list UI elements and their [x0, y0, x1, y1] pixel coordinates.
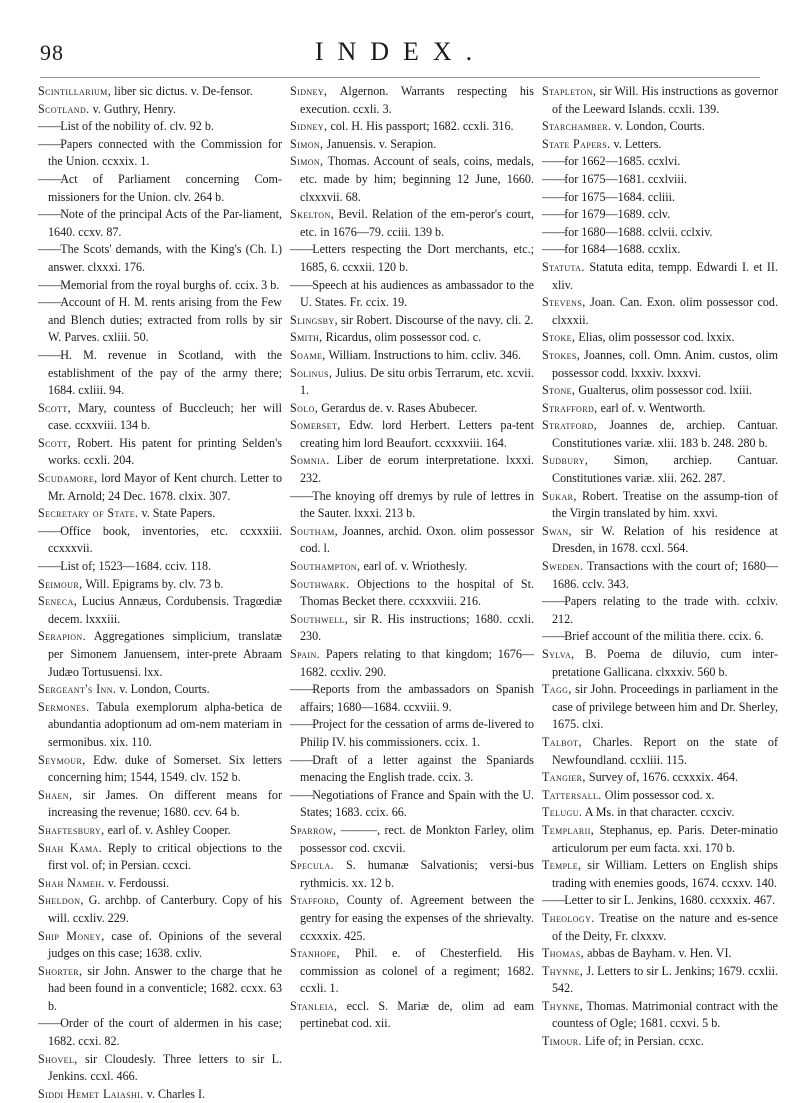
entry-text: Liber de eorum interpretatione. lxxxi. 232. [300, 453, 535, 486]
index-entry [542, 488, 778, 523]
entry-text: earl of. v. Wentworth. [600, 400, 706, 415]
index-entry [290, 998, 534, 1033]
entry-text: Account of H. M. rents arising from the Few and Blench duties; extracted from rolls by sir W. Parves. cxliii. 50. [48, 295, 282, 345]
page-title: INDEX. [314, 37, 487, 66]
index-column-3 [542, 83, 778, 1051]
index-subentry [38, 558, 282, 576]
entry-heading: Sergeant's Inn. [38, 682, 117, 697]
index-column-2 [290, 83, 534, 1033]
entry-heading: Scott, [38, 435, 72, 450]
index-subentry [290, 241, 534, 276]
index-entry [290, 611, 534, 646]
index-entry [542, 1033, 778, 1051]
entry-heading: Shaen, [38, 787, 73, 802]
entry-text: Negotiations of France and Spain with the U. States; 1683. ccix. 66. [300, 787, 534, 820]
index-entry [542, 259, 778, 294]
entry-text: Aggregationes simplicium, translatæ per Simonem Januensem, inter-prete Abraam Judæo Tortusuensi. lxx. [48, 629, 282, 679]
entry-text: Januensis. v. Serapion. [326, 136, 437, 151]
entry-text: Reports from the ambassadors on Spanish affairs; 1680—1684. ccxviii. 9. [300, 682, 534, 714]
entry-text: Papers relating to the trade with. cclxiv. 212. [552, 594, 778, 626]
entry-text: sir Robert. Discourse of the navy. cli. 2. [341, 312, 534, 327]
index-entry [542, 945, 778, 963]
index-entry [542, 400, 778, 418]
entry-text: case of. Opinions of the several judges on this case; 1638. cxliv. [48, 928, 282, 961]
entry-text: William. Instructions to him. ccliv. 346. [328, 347, 522, 362]
entry-text: Treatise on the nature and es-sence of the Deity, Fr. clxxxv. [552, 910, 778, 943]
index-subentry [290, 681, 534, 716]
index-subentry [38, 277, 282, 295]
index-entry [542, 452, 778, 487]
entry-text: sir William. Letters on English ships trading with enemies goods, 1674. ccxxv. 140. [552, 858, 778, 890]
entry-heading: Southampton, [290, 559, 361, 574]
entry-text: Charles. Report on the state of Newfoundland. ccxliii. 115. [552, 734, 778, 767]
entry-heading: Stoke, [542, 330, 576, 345]
entry-text: Julius. De situ orbis Terrarum, etc. xcvii. 1. [300, 365, 534, 398]
entry-heading: Tangier, [542, 770, 586, 785]
index-subentry [542, 206, 778, 224]
index-entry [38, 699, 282, 752]
entry-heading: Stokes, [542, 347, 581, 362]
index-subentry [38, 347, 282, 400]
index-subentry [542, 153, 778, 171]
entry-heading: Stevens, [542, 295, 586, 310]
entry-text: sir Will. His instructions as governor of the Leeward Islands. ccxli. 139. [552, 84, 778, 116]
entry-text: Objections to the hospital of St. Thomas Becket there. ccxxxviii. 216. [300, 576, 534, 609]
entry-text: eccl. S. Mariæ de, olim ad eam pertinebat cod. xii. [300, 998, 534, 1031]
index-subentry [38, 206, 282, 241]
entry-heading: Stapleton, [542, 84, 597, 98]
entry-text: G. archbp. of Canterbury. Copy of his will. ccxliv. 229. [48, 893, 282, 925]
entry-text: v. State Papers. [141, 506, 216, 521]
index-subentry [38, 1015, 282, 1050]
entry-text: Statuta edita, tempp. Edwardi I. et II. xliv. [552, 259, 778, 292]
entry-text: The knoying off dremys by rule of lettres in the Sauter. lxxxi. 213 b. [300, 488, 534, 521]
entry-heading: Templarii, [542, 822, 595, 837]
index-entry [290, 400, 534, 418]
entry-text: County of. Agreement between the gentry for easing the expenses of the shrievalty. ccxxxix. 425. [300, 893, 534, 943]
entry-text: Letters respecting the Dort merchants, etc.; 1685, 6. ccxxii. 120 b. [300, 242, 534, 274]
index-entry [290, 206, 534, 241]
index-entry [290, 312, 534, 330]
index-entry [542, 646, 778, 681]
index-entry [290, 417, 534, 452]
entry-text: for 1675—1684. ccliii. [564, 189, 676, 204]
entry-heading: Sparrow, [290, 822, 337, 837]
entry-text: Robert. Treatise on the assump-tion of the Virgin translated by him. xxvi. [552, 488, 779, 521]
entry-text: Elias, olim possessor cod. lxxix. [578, 330, 735, 345]
entry-heading: Solinus, [290, 365, 333, 380]
entry-text: Stephanus, ep. Paris. Deter-minatio articulorum per eum facta. xxi. 170 b. [552, 822, 778, 855]
entry-text: H. M. revenue in Scotland, with the establishment of the pay of the army there; 1684. cxliii. 94. [48, 347, 282, 398]
entry-text: for 1684—1688. ccxlix. [564, 242, 681, 257]
entry-heading: Somnia. [290, 453, 330, 468]
entry-heading: Stanhope, [290, 946, 341, 961]
index-entry [38, 892, 282, 927]
entry-heading: Southwell, [290, 611, 349, 626]
index-entry [38, 928, 282, 963]
entry-text: S. humanæ Salvationis; versi-bus rythmicis. xx. 12 b. [300, 858, 534, 890]
entry-text: Order of the court of aldermen in his case; 1682. ccxi. 82. [48, 1016, 282, 1049]
entry-heading: Temple, [542, 858, 582, 873]
entry-text: Simon, archiep. Cantuar. Constitutiones variæ. xlii. 262. 287. [552, 453, 778, 486]
entry-heading: Shorter, [38, 963, 83, 978]
entry-heading: Scott, [38, 400, 72, 415]
entry-heading: Sweden. [542, 559, 584, 574]
entry-heading: Theology. [542, 910, 595, 925]
index-entry [542, 294, 778, 329]
entry-text: v. Charles I. [146, 1086, 206, 1101]
entry-heading: Simon, [290, 136, 324, 151]
entry-text: Phil. e. of Chesterfield. His commission as colonel of a regiment; 1682. ccxli. 1. [300, 946, 534, 996]
entry-text: Brief account of the militia there. ccix. 6. [564, 629, 764, 644]
index-subentry [542, 189, 778, 207]
index-entry [542, 910, 778, 945]
entry-heading: Scudamore, [38, 471, 98, 486]
index-entry [290, 83, 534, 118]
index-entry [542, 329, 778, 347]
index-entry [38, 963, 282, 1016]
index-entry [38, 83, 282, 101]
index-subentry [542, 224, 778, 242]
entry-text: Tabula exemplorum alpha-betica de abundantia adoptionum ad om-nem materiam in sermonibus. xix. 110. [48, 699, 282, 749]
index-subentry [542, 171, 778, 189]
entry-text: for 1679—1689. cclv. [564, 207, 671, 222]
index-entry [542, 857, 778, 892]
entry-text: v. Ferdoussi. [107, 875, 170, 890]
entry-heading: Shaftesbury, [38, 822, 105, 837]
index-subentry [38, 523, 282, 558]
index-entry [290, 136, 534, 154]
entry-text: Ricardus, olim possessor cod. c. [325, 330, 482, 345]
entry-text: sir Cloudesly. Three letters to sir L. Jenkins. ccxl. 466. [48, 1051, 282, 1084]
index-entry [290, 892, 534, 945]
entry-text: abbas de Bayham. v. Hen. VI. [587, 946, 732, 961]
entry-heading: Thynne, [542, 998, 584, 1013]
index-entry [542, 963, 778, 998]
entry-text: sir R. His instructions; 1680. ccxli. 230. [300, 611, 534, 644]
entry-text: earl of. v. Ashley Cooper. [107, 822, 231, 837]
entry-text: sir John. Proceedings in parliament in the case of privilege between him and Dr. Sherley, 1675. clxi. [552, 682, 779, 732]
index-entry [542, 769, 778, 787]
index-entry [290, 857, 534, 892]
entry-heading: Statuta. [542, 259, 585, 274]
index-subentry [38, 294, 282, 347]
entry-text: col. H. His passport; 1682. ccxli. 316. [330, 119, 514, 134]
entry-text: Draft of a letter against the Spaniards menacing the English trade. ccix. 3. [300, 752, 534, 785]
index-subentry [38, 241, 282, 276]
entry-heading: Siddi Hemet Laiashi. [38, 1086, 144, 1101]
entry-heading: Spain. [290, 647, 321, 661]
index-entry [38, 840, 282, 875]
entry-text: Will. Epigrams by. clv. 73 b. [85, 576, 224, 591]
index-subentry [542, 241, 778, 259]
index-entry [290, 118, 534, 136]
page-number: 98 [40, 40, 64, 65]
entry-text: Note of the principal Acts of the Par-liament, 1640. ccxv. 87. [48, 207, 282, 239]
index-entry [542, 136, 778, 154]
entry-heading: Thynne, [542, 963, 584, 978]
index-entry [38, 505, 282, 523]
index-entry [38, 470, 282, 505]
entry-heading: Specula. [290, 858, 335, 873]
index-subentry [38, 136, 282, 171]
entry-heading: Tagg, [542, 682, 572, 697]
entry-text: Edw. duke of Somerset. Six letters concerning him; 1544, 1549. clv. 152 b. [48, 752, 282, 785]
entry-text: A Ms. in that character. ccxciv. [584, 805, 735, 820]
index-entry [542, 734, 778, 769]
index-entry [290, 347, 534, 365]
entry-text: lord Mayor of Kent church. Letter to Mr. Arnold; 24 Dec. 1678. clxix. 307. [48, 471, 283, 503]
index-entry [290, 576, 534, 611]
entry-text: Algernon. Warrants respecting his execution. ccxli. 3. [300, 84, 534, 116]
index-entry [38, 593, 282, 628]
index-entry [290, 646, 534, 681]
index-subentry [290, 787, 534, 822]
index-entry [38, 681, 282, 699]
entry-heading: Sermones. [38, 699, 90, 714]
index-entry [38, 1051, 282, 1086]
entry-text: Joannes, coll. Omn. Anim. custos, olim possessor codd. lxxxiv. lxxxvi. [552, 347, 778, 380]
entry-text: Edw. lord Herbert. Letters pa-tent creating him lord Beaufort. ccxxxviii. 164. [300, 418, 534, 450]
index-subentry [290, 716, 534, 751]
index-entry [38, 875, 282, 893]
entry-text: sir James. On different means for increasing the revenue; 1680. ccv. 64 b. [48, 787, 282, 820]
entry-heading: Ship Money, [38, 928, 105, 943]
entry-heading: Sudbury, [542, 453, 589, 468]
index-entry [542, 804, 778, 822]
index-subentry [542, 892, 778, 910]
index-entry [38, 400, 282, 435]
index-column-1 [38, 83, 282, 1103]
entry-text: liber sic dictus. v. De-fensor. [114, 84, 253, 98]
index-entry [542, 523, 778, 558]
entry-text: Lucius Annæus, Cordubensis. Tragœdiæ decem. lxxxiii. [48, 594, 282, 626]
index-entry [290, 329, 534, 347]
index-entry [542, 347, 778, 382]
index-subentry [290, 488, 534, 523]
entry-text: Transactions with the court of; 1680—1686. cclv. 343. [552, 559, 778, 591]
entry-heading: State Papers. [542, 136, 611, 151]
entry-heading: Seimour, [38, 576, 83, 591]
entry-heading: Shah Kama. [38, 840, 103, 855]
index-entry [290, 822, 534, 857]
entry-text: for 1680—1688. cclvii. cclxiv. [564, 224, 713, 239]
index-entry [290, 523, 534, 558]
entry-heading: Sidney, [290, 119, 328, 134]
index-entry [290, 365, 534, 400]
entry-text: Gerardus de. v. Rases Abubecer. [321, 400, 478, 415]
entry-heading: Seneca, [38, 594, 78, 609]
entry-text: Speech at his audiences as ambassador to the U. States. Fr. ccix. 19. [300, 277, 534, 310]
entry-heading: Thomas, [542, 946, 585, 961]
entry-text: Bevil. Relation of the em-peror's court, etc. in 1676—79. cciii. 139 b. [300, 207, 534, 239]
entry-heading: Scotland. [38, 101, 90, 116]
index-entry [38, 1086, 282, 1103]
index-entry [542, 417, 778, 452]
entry-heading: Smith, [290, 330, 323, 345]
index-entry [290, 945, 534, 998]
entry-heading: Serapion. [38, 629, 87, 644]
entry-text: Joannes, archid. Oxon. olim possessor cod. l. [300, 523, 534, 556]
entry-heading: Seymour, [38, 752, 86, 767]
entry-text: Office book, inventories, etc. ccxxxiii. ccxxxvii. [48, 523, 282, 556]
entry-text: v. London, Courts. [119, 682, 210, 697]
entry-text: v. Guthry, Henry. [92, 101, 176, 116]
index-entry [542, 681, 778, 734]
entry-heading: Soame, [290, 347, 326, 362]
entry-text: Letter to sir L. Jenkins, 1680. ccxxxix. 467. [564, 893, 776, 908]
entry-heading: Southwark. [290, 576, 350, 591]
entry-heading: Scintillarium, [38, 84, 112, 98]
index-entry [38, 752, 282, 787]
entry-text: Memorial from the royal burghs of. ccix. 3 b. [60, 277, 280, 292]
index-subentry [38, 118, 282, 136]
entry-text: Reply to critical objections to the first vol. of; in Persian. ccxci. [48, 840, 283, 873]
entry-text: for 1675—1681. ccxlviii. [564, 171, 688, 186]
entry-text: Life of; in Persian. ccxc. [584, 1034, 704, 1049]
index-subentry [542, 593, 778, 628]
entry-text: v. Letters. [613, 136, 662, 151]
entry-text: sir W. Relation of his residence at Dresden, in 1678. ccxl. 564. [552, 523, 778, 556]
entry-heading: Talbot, [542, 734, 582, 749]
header-rule [40, 77, 760, 78]
entry-text: Olim possessor cod. x. [604, 787, 715, 802]
entry-text: Project for the cessation of arms de-livered to Philip IV. his commissioners. ccix. 1. [300, 717, 534, 749]
entry-heading: Somerset, [290, 418, 341, 433]
entry-heading: Shovel, [38, 1051, 78, 1066]
entry-heading: Sylva, [542, 647, 575, 661]
entry-heading: Timour. [542, 1034, 582, 1049]
index-entry [542, 382, 778, 400]
index-subentry [290, 277, 534, 312]
entry-heading: Skelton, [290, 207, 335, 222]
entry-heading: Sidney, [290, 84, 328, 98]
entry-heading: Shah Nameh. [38, 875, 105, 890]
index-entry [542, 118, 778, 136]
entry-heading: Slingsby, [290, 312, 339, 327]
entry-heading: Sheldon, [38, 893, 84, 908]
entry-text: Joannes de, archiep. Cantuar. Constitutiones variæ. xlii. 183 b. 248. 280 b. [552, 418, 778, 450]
index-entry [290, 558, 534, 576]
index-entry [38, 822, 282, 840]
index-subentry [542, 628, 778, 646]
entry-text: Act of Parliament concerning Com-missioners for the Union. clv. 264 b. [48, 171, 282, 204]
entry-heading: Swan, [542, 523, 572, 538]
entry-heading: Strafford, [542, 400, 598, 415]
entry-text: Survey of, 1676. ccxxxix. 464. [588, 770, 739, 785]
index-entry [38, 628, 282, 681]
entry-text: for 1662—1685. ccxlvi. [564, 154, 681, 169]
index-entry [38, 435, 282, 470]
entry-text: Thomas. Matrimonial contract with the countess of Ogle; 1681. ccxvi. 5 b. [552, 998, 778, 1031]
index-entry [38, 787, 282, 822]
index-entry [542, 558, 778, 593]
index-subentry [38, 171, 282, 206]
entry-text: Gualterus, olim possessor cod. lxiii. [578, 383, 753, 398]
index-subentry [290, 752, 534, 787]
entry-heading: Secretary of State. [38, 506, 139, 521]
entry-text: Papers relating to that kingdom; 1676—1682. ccxliv. 290. [300, 647, 534, 679]
entry-text: List of the nobility of. clv. 92 b. [60, 119, 214, 134]
index-entry [542, 787, 778, 805]
entry-text: List of; 1523—1684. cciv. 118. [60, 559, 212, 574]
entry-heading: Stafford, [290, 893, 340, 908]
index-entry [542, 822, 778, 857]
entry-text: Thomas. Account of seals, coins, medals, etc. made by him; beginning 12 June, 1660. clxxxvii. 68. [300, 154, 535, 204]
entry-heading: Sukar, [542, 488, 577, 503]
entry-heading: Tattersall. [542, 787, 602, 802]
entry-text: Robert. His patent for printing Selden's works. ccxli. 204. [48, 435, 282, 468]
index-entry [542, 83, 778, 118]
entry-heading: Southam, [290, 523, 339, 538]
index-entry [38, 576, 282, 594]
entry-text: Mary, countess of Buccleuch; her will case. ccxxviii. 134 b. [48, 400, 282, 433]
entry-text: ———, rect. de Monkton Farley, olim possessor cod. cxcvii. [300, 822, 534, 855]
entry-text: Joan. Can. Exon. olim possessor cod. clxxxii. [552, 295, 778, 327]
entry-heading: Solo, [290, 400, 319, 415]
index-entry [290, 153, 534, 206]
entry-heading: Starchamber. [542, 119, 612, 134]
entry-text: The Scots' demands, with the King's (Ch. I.) answer. clxxxi. 176. [48, 242, 282, 274]
entry-text: sir John. Answer to the charge that he had been found in a conventicle; 1682. ccxx. 63 b. [48, 963, 282, 1013]
entry-heading: Telugu. [542, 805, 583, 820]
entry-heading: Stone, [542, 383, 576, 398]
index-entry [542, 998, 778, 1033]
entry-heading: Simon, [290, 154, 324, 169]
entry-heading: Stratford, [542, 418, 598, 433]
entry-heading: Stanleia, [290, 998, 338, 1013]
index-entry [38, 101, 282, 119]
entry-text: J. Letters to sir L. Jenkins; 1679. ccxlii. 542. [552, 963, 778, 996]
entry-text: earl of. v. Wriothesly. [363, 559, 468, 574]
entry-text: v. London, Courts. [614, 119, 705, 134]
entry-text: B. Poema de diluvio, cum inter-pretatione Gallicana. clxxxiv. 560 b. [552, 647, 778, 679]
index-entry [290, 452, 534, 487]
entry-text: Papers connected with the Commission for the Union. ccxxix. 1. [48, 136, 282, 169]
